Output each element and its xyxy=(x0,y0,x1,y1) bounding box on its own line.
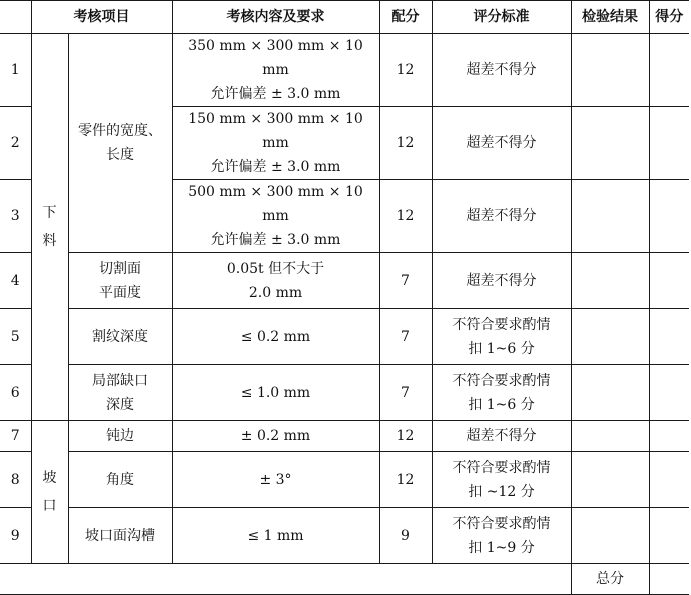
standard-line: 扣 ~12 分 xyxy=(468,483,535,500)
total-score-cell[interactable] xyxy=(649,564,689,595)
content-cell xyxy=(172,34,379,107)
subitem-width-length xyxy=(68,34,172,253)
points-cell: 12 xyxy=(379,107,432,180)
header-index xyxy=(0,1,31,34)
standard-cell xyxy=(432,309,571,365)
header-points: 配分 xyxy=(379,1,432,34)
content-line: 500 mm × 300 mm × 10 mm xyxy=(188,184,363,224)
table-row xyxy=(0,309,689,365)
subitem-bevel-groove xyxy=(68,508,172,564)
row-number: 7 xyxy=(0,421,31,452)
header-result: 检验结果 xyxy=(571,1,649,34)
group-char: 料 xyxy=(42,233,57,249)
standard-cell xyxy=(432,452,571,508)
content-line: 2.0 mm xyxy=(248,284,303,301)
subitem-line: 长度 xyxy=(106,147,134,163)
subitem-line: 切割面 xyxy=(99,260,141,277)
points-cell: 7 xyxy=(379,309,432,365)
standard-line: 不符合要求酌情 xyxy=(452,515,551,532)
standard-line: 不符合要求酌情 xyxy=(452,372,551,389)
header-item: 考核项目 xyxy=(31,1,172,34)
subitem-blunt-edge xyxy=(68,421,172,452)
result-cell[interactable] xyxy=(571,365,649,421)
table-row xyxy=(0,508,689,564)
row-number: 5 xyxy=(0,309,31,365)
table-row xyxy=(0,421,689,452)
subitem-line: 坡口面沟槽 xyxy=(85,527,155,544)
standard-line: 超差不得分 xyxy=(466,135,537,151)
subitem-notch-depth xyxy=(68,365,172,421)
standard-line: 扣 1~6 分 xyxy=(468,396,535,413)
result-cell[interactable] xyxy=(571,508,649,564)
standard-line: 超差不得分 xyxy=(466,272,537,289)
content-cell xyxy=(172,253,379,309)
table-row xyxy=(0,253,689,309)
content-line: ≤ 1 mm xyxy=(247,527,304,544)
content-cell xyxy=(172,452,379,508)
standard-cell xyxy=(432,421,571,452)
subitem-line: 局部缺口 xyxy=(92,372,148,389)
row-number: 9 xyxy=(0,508,31,564)
group-pokou xyxy=(31,421,68,564)
standard-line: 扣 1~6 分 xyxy=(468,340,535,357)
content-cell xyxy=(172,107,379,180)
header-row xyxy=(0,1,689,34)
result-cell[interactable] xyxy=(571,107,649,180)
result-cell[interactable] xyxy=(571,452,649,508)
group-xialiao xyxy=(31,34,68,421)
header-content: 考核内容及要求 xyxy=(172,1,379,34)
content-line: 允许偏差 ± 3.0 mm xyxy=(210,232,341,248)
score-cell[interactable] xyxy=(649,107,689,180)
content-cell xyxy=(172,421,379,452)
points-cell: 7 xyxy=(379,365,432,421)
points-cell: 12 xyxy=(379,34,432,107)
standard-cell xyxy=(432,107,571,180)
score-cell[interactable] xyxy=(649,421,689,452)
score-cell[interactable] xyxy=(649,452,689,508)
points-cell: 7 xyxy=(379,253,432,309)
group-char: 坡 xyxy=(42,470,57,486)
subitem-angle xyxy=(68,452,172,508)
row-number: 8 xyxy=(0,452,31,508)
standard-line: 超差不得分 xyxy=(466,62,537,78)
standard-cell xyxy=(432,34,571,107)
standard-line: 超差不得分 xyxy=(466,428,537,444)
row-number: 6 xyxy=(0,365,31,421)
row-number: 3 xyxy=(0,180,31,253)
content-line: 允许偏差 ± 3.0 mm xyxy=(210,159,341,175)
points-cell: 9 xyxy=(379,508,432,564)
row-number: 2 xyxy=(0,107,31,180)
standard-line: 不符合要求酌情 xyxy=(452,459,551,476)
table-row xyxy=(0,452,689,508)
subitem-line: 平面度 xyxy=(99,284,141,301)
standard-cell xyxy=(432,180,571,253)
content-line: 350 mm × 300 mm × 10 mm xyxy=(188,38,363,78)
subitem-line: 深度 xyxy=(106,396,134,413)
total-spacer xyxy=(0,564,571,595)
subitem-groove-depth xyxy=(68,309,172,365)
score-cell[interactable] xyxy=(649,180,689,253)
content-line: 150 mm × 300 mm × 10 mm xyxy=(188,111,363,151)
total-row xyxy=(0,564,689,595)
row-number: 1 xyxy=(0,34,31,107)
content-line: ≤ 0.2 mm xyxy=(240,328,311,345)
points-cell: 12 xyxy=(379,421,432,452)
score-cell[interactable] xyxy=(649,253,689,309)
standard-line: 扣 1~9 分 xyxy=(468,539,535,556)
score-cell[interactable] xyxy=(649,365,689,421)
total-label: 总分 xyxy=(571,564,649,595)
content-cell xyxy=(172,365,379,421)
group-char: 口 xyxy=(42,498,57,514)
subitem-line: 零件的宽度、 xyxy=(78,123,162,139)
content-line: 允许偏差 ± 3.0 mm xyxy=(210,86,341,102)
subitem-line: 角度 xyxy=(106,471,134,488)
standard-cell xyxy=(432,365,571,421)
header-score: 得分 xyxy=(649,1,689,34)
subitem-cut-face xyxy=(68,253,172,309)
subitem-line: 钝边 xyxy=(106,428,134,444)
table-row xyxy=(0,34,689,107)
score-cell[interactable] xyxy=(649,508,689,564)
result-cell[interactable] xyxy=(571,34,649,107)
result-cell[interactable] xyxy=(571,253,649,309)
content-line: 0.05t 但不大于 xyxy=(226,260,325,277)
score-cell[interactable] xyxy=(649,34,689,107)
content-cell xyxy=(172,309,379,365)
subitem-line: 割纹深度 xyxy=(92,328,148,345)
content-line: ± 0.2 mm xyxy=(240,428,311,444)
content-line: ≤ 1.0 mm xyxy=(240,384,311,401)
content-line: ± 3° xyxy=(259,471,292,488)
standard-cell xyxy=(432,508,571,564)
points-cell: 12 xyxy=(379,452,432,508)
standard-line: 不符合要求酌情 xyxy=(452,316,551,333)
row-number: 4 xyxy=(0,253,31,309)
content-cell xyxy=(172,508,379,564)
table-row xyxy=(0,365,689,421)
points-cell: 12 xyxy=(379,180,432,253)
result-cell[interactable] xyxy=(571,309,649,365)
score-cell[interactable] xyxy=(649,309,689,365)
standard-line: 超差不得分 xyxy=(466,208,537,224)
group-char: 下 xyxy=(42,205,57,221)
result-cell[interactable] xyxy=(571,180,649,253)
standard-cell xyxy=(432,253,571,309)
header-standard: 评分标准 xyxy=(432,1,571,34)
result-cell[interactable] xyxy=(571,421,649,452)
content-cell xyxy=(172,180,379,253)
